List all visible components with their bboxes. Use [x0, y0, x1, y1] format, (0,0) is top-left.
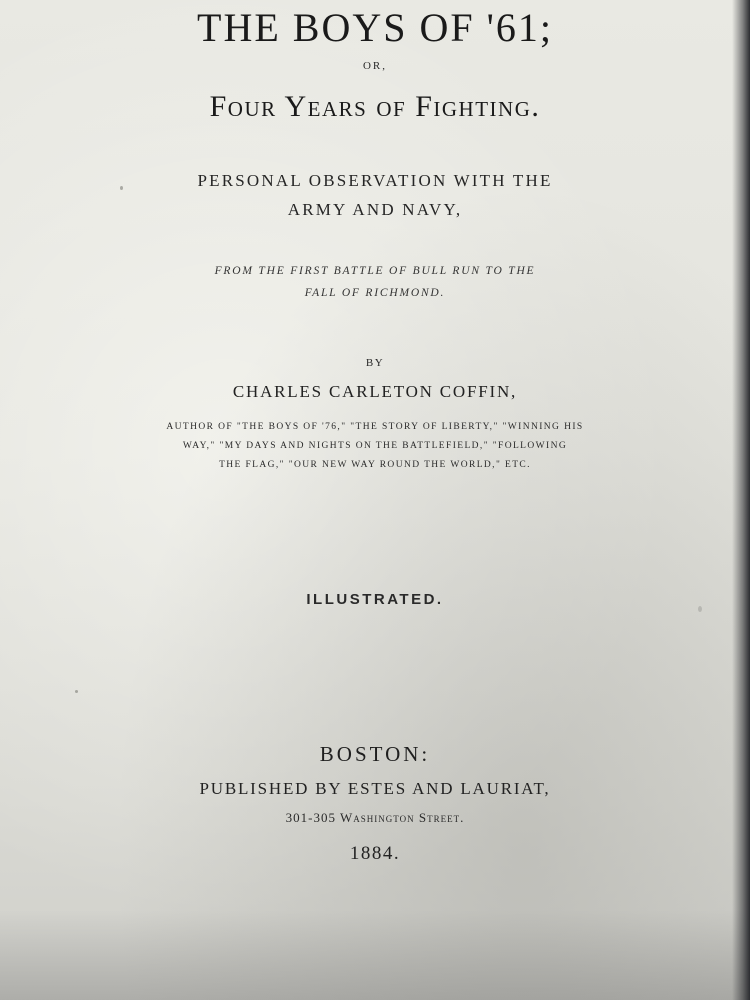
- author-name: CHARLES CARLETON COFFIN,: [232, 382, 518, 401]
- credits-line-2: WAY," "MY DAYS AND NIGHTS ON THE BATTLEFIELD," "FOLLOWING: [182, 441, 568, 451]
- publication-city: BOSTON:: [319, 742, 431, 766]
- illustrated-note: ILLUSTRATED.: [306, 591, 444, 608]
- book-edge-shadow: [732, 0, 750, 1000]
- page-shading: [0, 910, 750, 1000]
- or-connector: OR,: [362, 60, 388, 72]
- publisher-name: PUBLISHED BY ESTES AND LAURIAT,: [199, 779, 551, 798]
- description-line-1: PERSONAL OBSERVATION WITH THE: [197, 171, 553, 190]
- publisher-address: 301-305 Washington Street.: [285, 810, 465, 825]
- paper-speck: [698, 606, 702, 612]
- paper-speck: [75, 690, 78, 693]
- credits-line-3: THE FLAG," "OUR NEW WAY ROUND THE WORLD," ETC.: [219, 460, 531, 470]
- credits-line-1: AUTHOR OF "THE BOYS OF '76," "THE STORY OF LIBERTY," "WINNING HIS: [166, 422, 584, 432]
- book-subtitle: Four Years of Fighting.: [209, 90, 541, 123]
- author-credits: [0, 418, 750, 475]
- book-title: THE BOYS OF '61;: [197, 5, 553, 50]
- scope-line-1: FROM THE FIRST BATTLE OF BULL RUN TO THE: [214, 265, 536, 277]
- publication-year: 1884.: [349, 843, 401, 864]
- description-line-2: ARMY AND NAVY,: [287, 200, 463, 219]
- paper-speck: [120, 186, 123, 190]
- by-label: BY: [365, 357, 385, 369]
- scope-line-2: FALL OF RICHMOND.: [304, 287, 446, 299]
